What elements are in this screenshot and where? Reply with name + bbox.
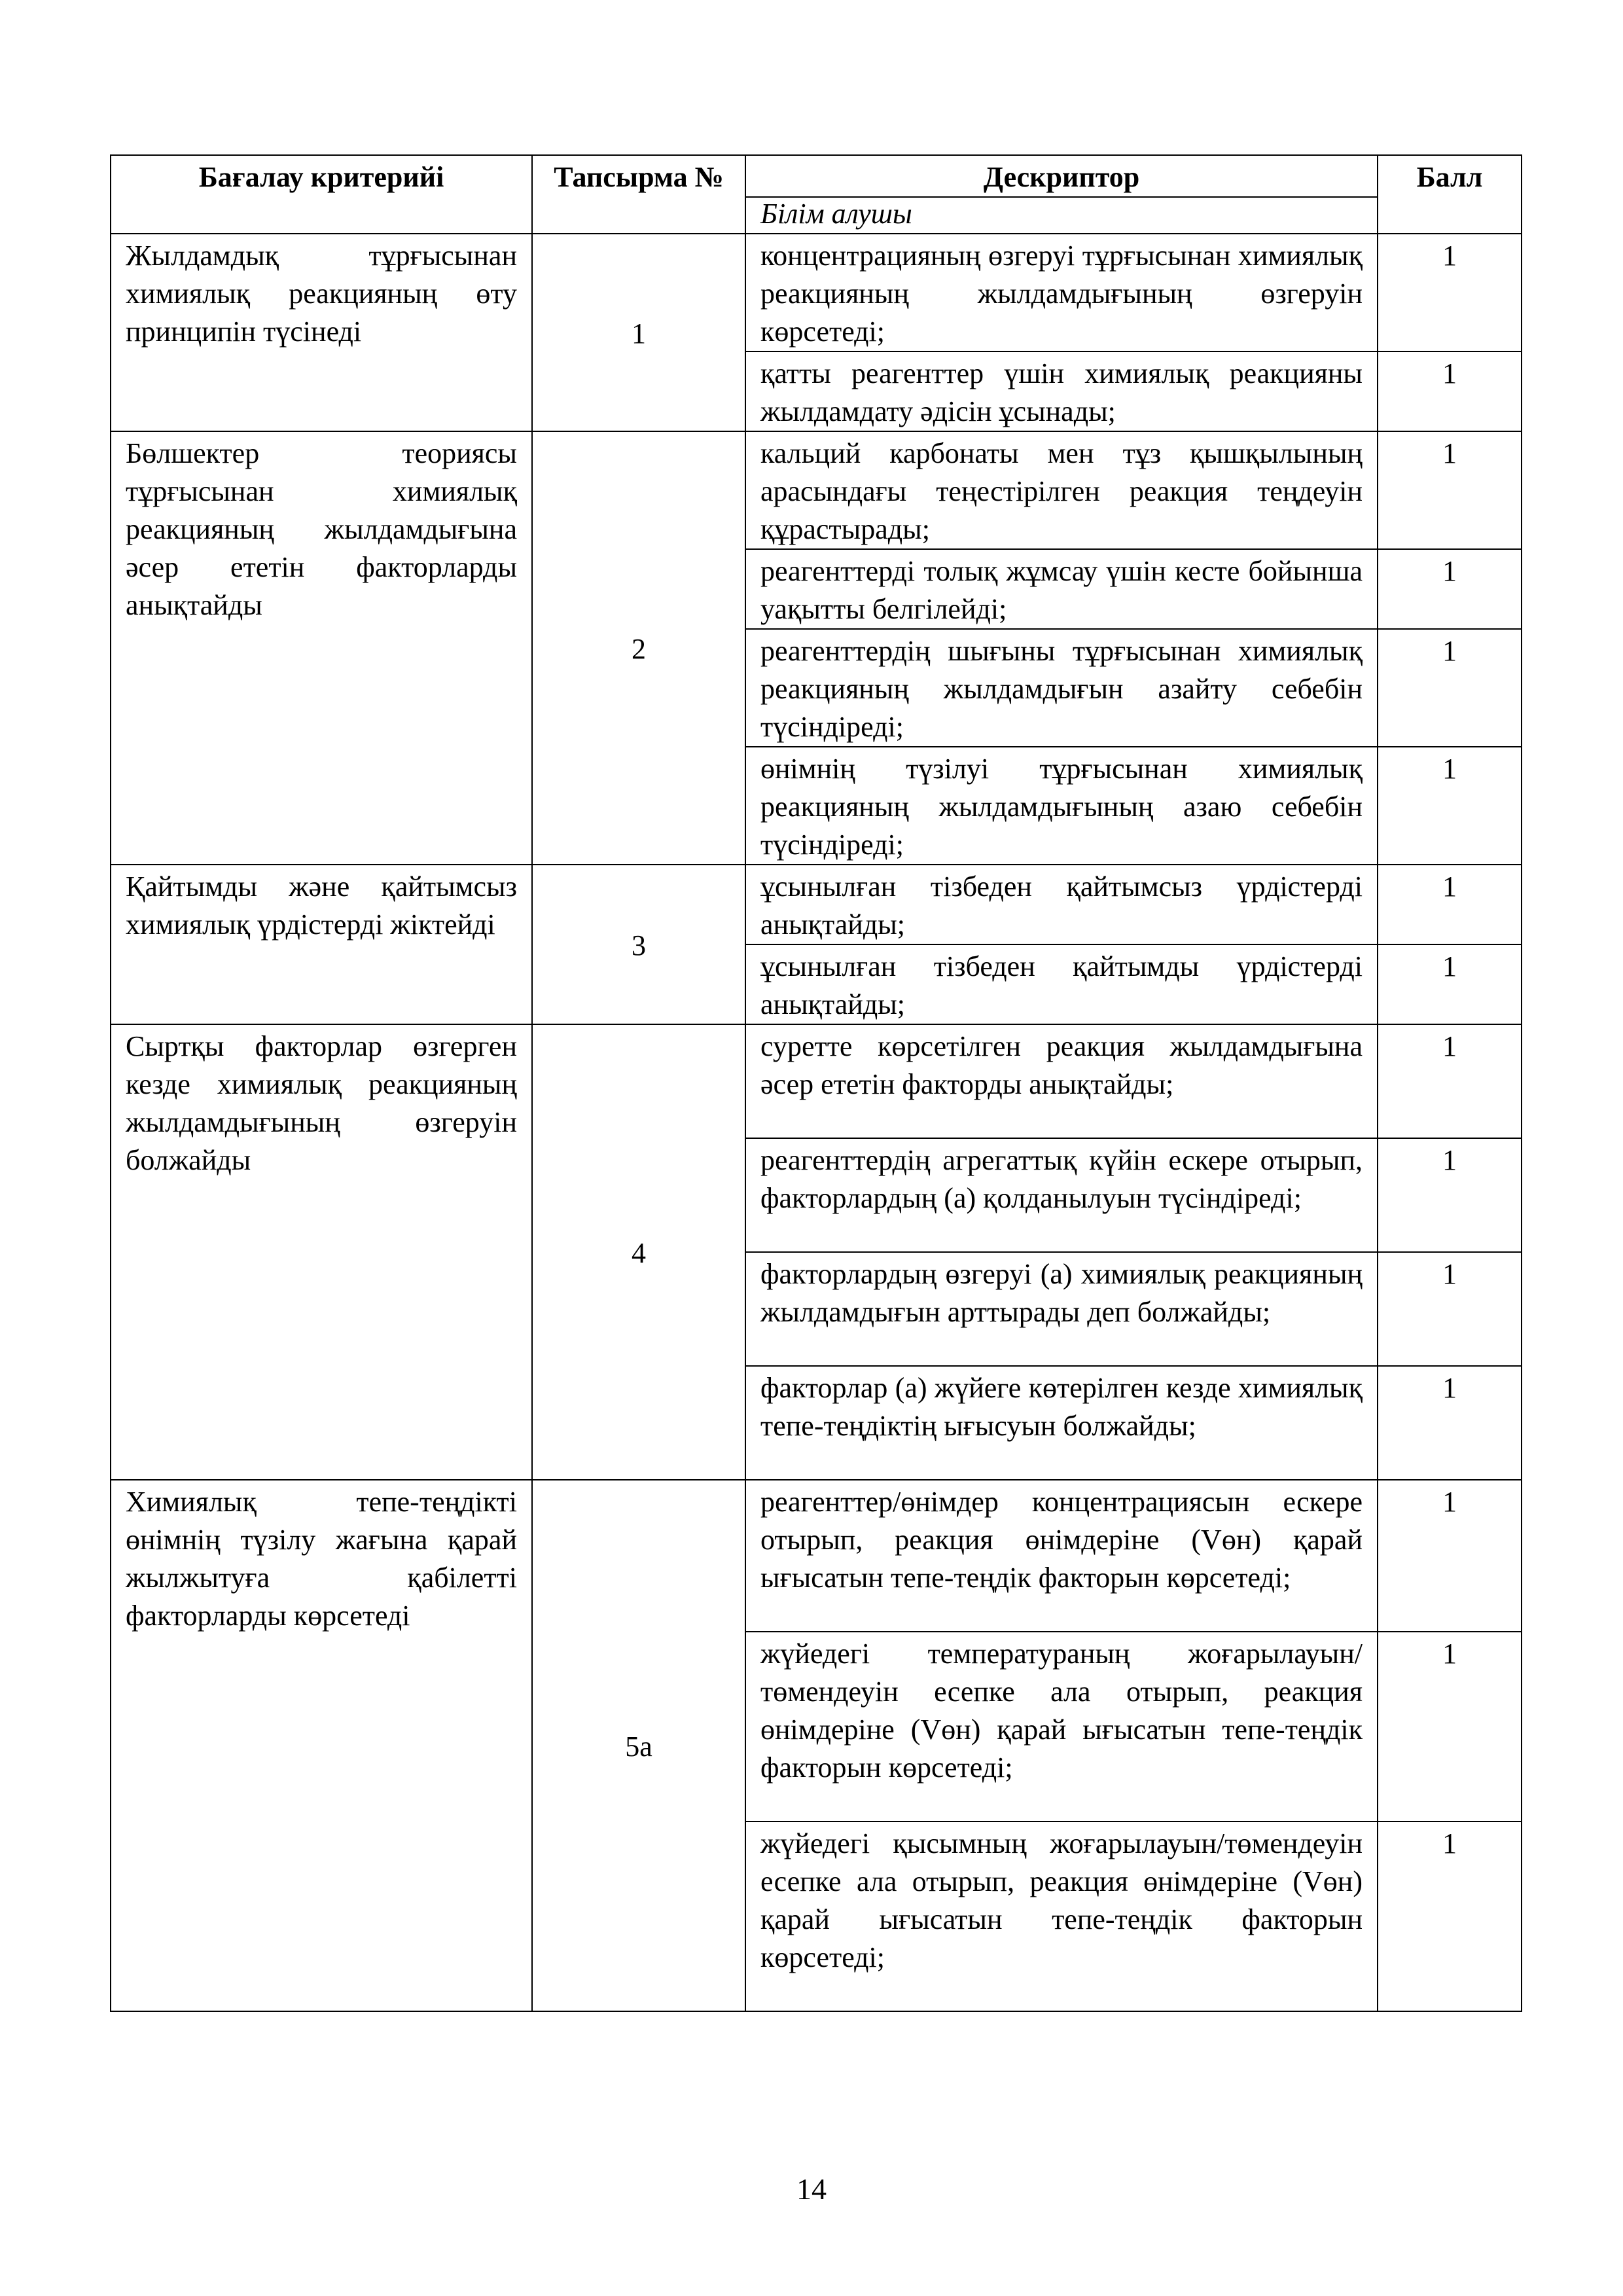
score-cell: 1 <box>1378 1632 1522 1821</box>
criterion-cell: Бөлшектер теориясы тұрғысынан химиялық реакцияның жылдамдығына әсер ететін факторларды анықтайды <box>111 431 532 865</box>
descriptor-cell: реагенттер/өнімдер концентрациясын ескере отырып, реакция өнімдеріне (Vөн) қарай ығысатын тепе-теңдік факторын көрсетеді; <box>745 1480 1378 1632</box>
score-cell: 1 <box>1378 944 1522 1024</box>
descriptor-cell: реагенттердің шығыны тұрғысынан химиялық реакцияның жылдамдығын азайту себебін түсіндіреді; <box>745 629 1378 747</box>
table-row <box>111 865 1522 944</box>
task-number-cell: 3 <box>532 865 745 1024</box>
descriptor-cell: ұсынылған тізбеден қайтымды үрдістерді анықтайды; <box>745 944 1378 1024</box>
descriptor-cell: жүйедегі қысымның жоғарылауын/төмендеуін есепке ала отырып, реакция өнімдеріне (Vөн) қарай ығысатын тепе-теңдік факторын көрсетеді; <box>745 1821 1378 2011</box>
page-number: 14 <box>796 2172 827 2206</box>
descriptor-cell: ұсынылған тізбеден қайтымсыз үрдістерді анықтайды; <box>745 865 1378 944</box>
score-cell: 1 <box>1378 865 1522 944</box>
score-cell: 1 <box>1378 629 1522 747</box>
score-cell: 1 <box>1378 234 1522 351</box>
task-number-cell: 5а <box>532 1480 745 2011</box>
score-cell: 1 <box>1378 1366 1522 1480</box>
task-number-cell: 1 <box>532 234 745 431</box>
score-cell: 1 <box>1378 1480 1522 1632</box>
descriptor-cell: реагенттерді толық жұмсау үшін кесте бойынша уақытты белгілейді; <box>745 549 1378 629</box>
header-descriptor-subtitle: Білім алушы <box>745 197 1378 234</box>
header-descriptor: Дескриптор <box>745 155 1378 197</box>
header-task-number: Тапсырма № <box>532 155 745 234</box>
score-cell: 1 <box>1378 1138 1522 1252</box>
score-cell: 1 <box>1378 1252 1522 1366</box>
score-cell: 1 <box>1378 351 1522 431</box>
descriptor-cell: концентрацияның өзгеруі тұрғысынан химиялық реакцияның жылдамдығының өзгеруін көрсетеді; <box>745 234 1378 351</box>
table-row <box>111 234 1522 351</box>
task-number-cell: 4 <box>532 1024 745 1480</box>
table-row <box>111 431 1522 549</box>
criterion-cell: Сыртқы факторлар өзгерген кезде химиялық реакцияның жылдамдығының өзгеруін болжайды <box>111 1024 532 1480</box>
descriptor-cell: өнімнің түзілуі тұрғысынан химиялық реакцияның жылдамдығының азаю себебін түсіндіреді; <box>745 747 1378 865</box>
table-row <box>111 1480 1522 1632</box>
assessment-table <box>110 154 1522 2012</box>
table-header <box>111 155 1522 234</box>
score-cell: 1 <box>1378 747 1522 865</box>
criterion-cell: Қайтымды және қайтымсыз химиялық үрдістерді жіктейді <box>111 865 532 1024</box>
descriptor-cell: суретте көрсетілген реакция жылдамдығына әсер ететін факторды анықтайды; <box>745 1024 1378 1138</box>
descriptor-cell: қатты реагенттер үшін химиялық реакцияны жылдамдату әдісін ұсынады; <box>745 351 1378 431</box>
header-criterion: Бағалау критерийі <box>111 155 532 234</box>
criterion-cell: Химиялық тепе-теңдікті өнімнің түзілу жағына қарай жылжытуға қабілетті факторларды көрсетеді <box>111 1480 532 2011</box>
criterion-cell: Жылдамдық тұрғысынан химиялық реакцияның өту принципін түсінеді <box>111 234 532 431</box>
descriptor-cell: кальций карбонаты мен тұз қышқылының арасындағы теңестірілген реакция теңдеуін құрастырады; <box>745 431 1378 549</box>
descriptor-cell: факторлар (а) жүйеге көтерілген кезде химиялық тепе-теңдіктің ығысуын болжайды; <box>745 1366 1378 1480</box>
score-cell: 1 <box>1378 1821 1522 2011</box>
descriptor-cell: факторлардың өзгеруі (а) химиялық реакцияның жылдамдығын арттырады деп болжайды; <box>745 1252 1378 1366</box>
task-number-cell: 2 <box>532 431 745 865</box>
score-cell: 1 <box>1378 549 1522 629</box>
descriptor-cell: реагенттердің агрегаттық күйін ескере отырып, факторлардың (а) қолданылуын түсіндіреді; <box>745 1138 1378 1252</box>
score-cell: 1 <box>1378 1024 1522 1138</box>
descriptor-cell: жүйедегі температураның жоғарылауын/төмендеуін есепке ала отырып, реакция өнімдеріне (Vөн) қарай ығысатын тепе-теңдік факторын көрсетеді; <box>745 1632 1378 1821</box>
header-score: Балл <box>1378 155 1522 234</box>
score-cell: 1 <box>1378 431 1522 549</box>
table-row <box>111 1024 1522 1138</box>
